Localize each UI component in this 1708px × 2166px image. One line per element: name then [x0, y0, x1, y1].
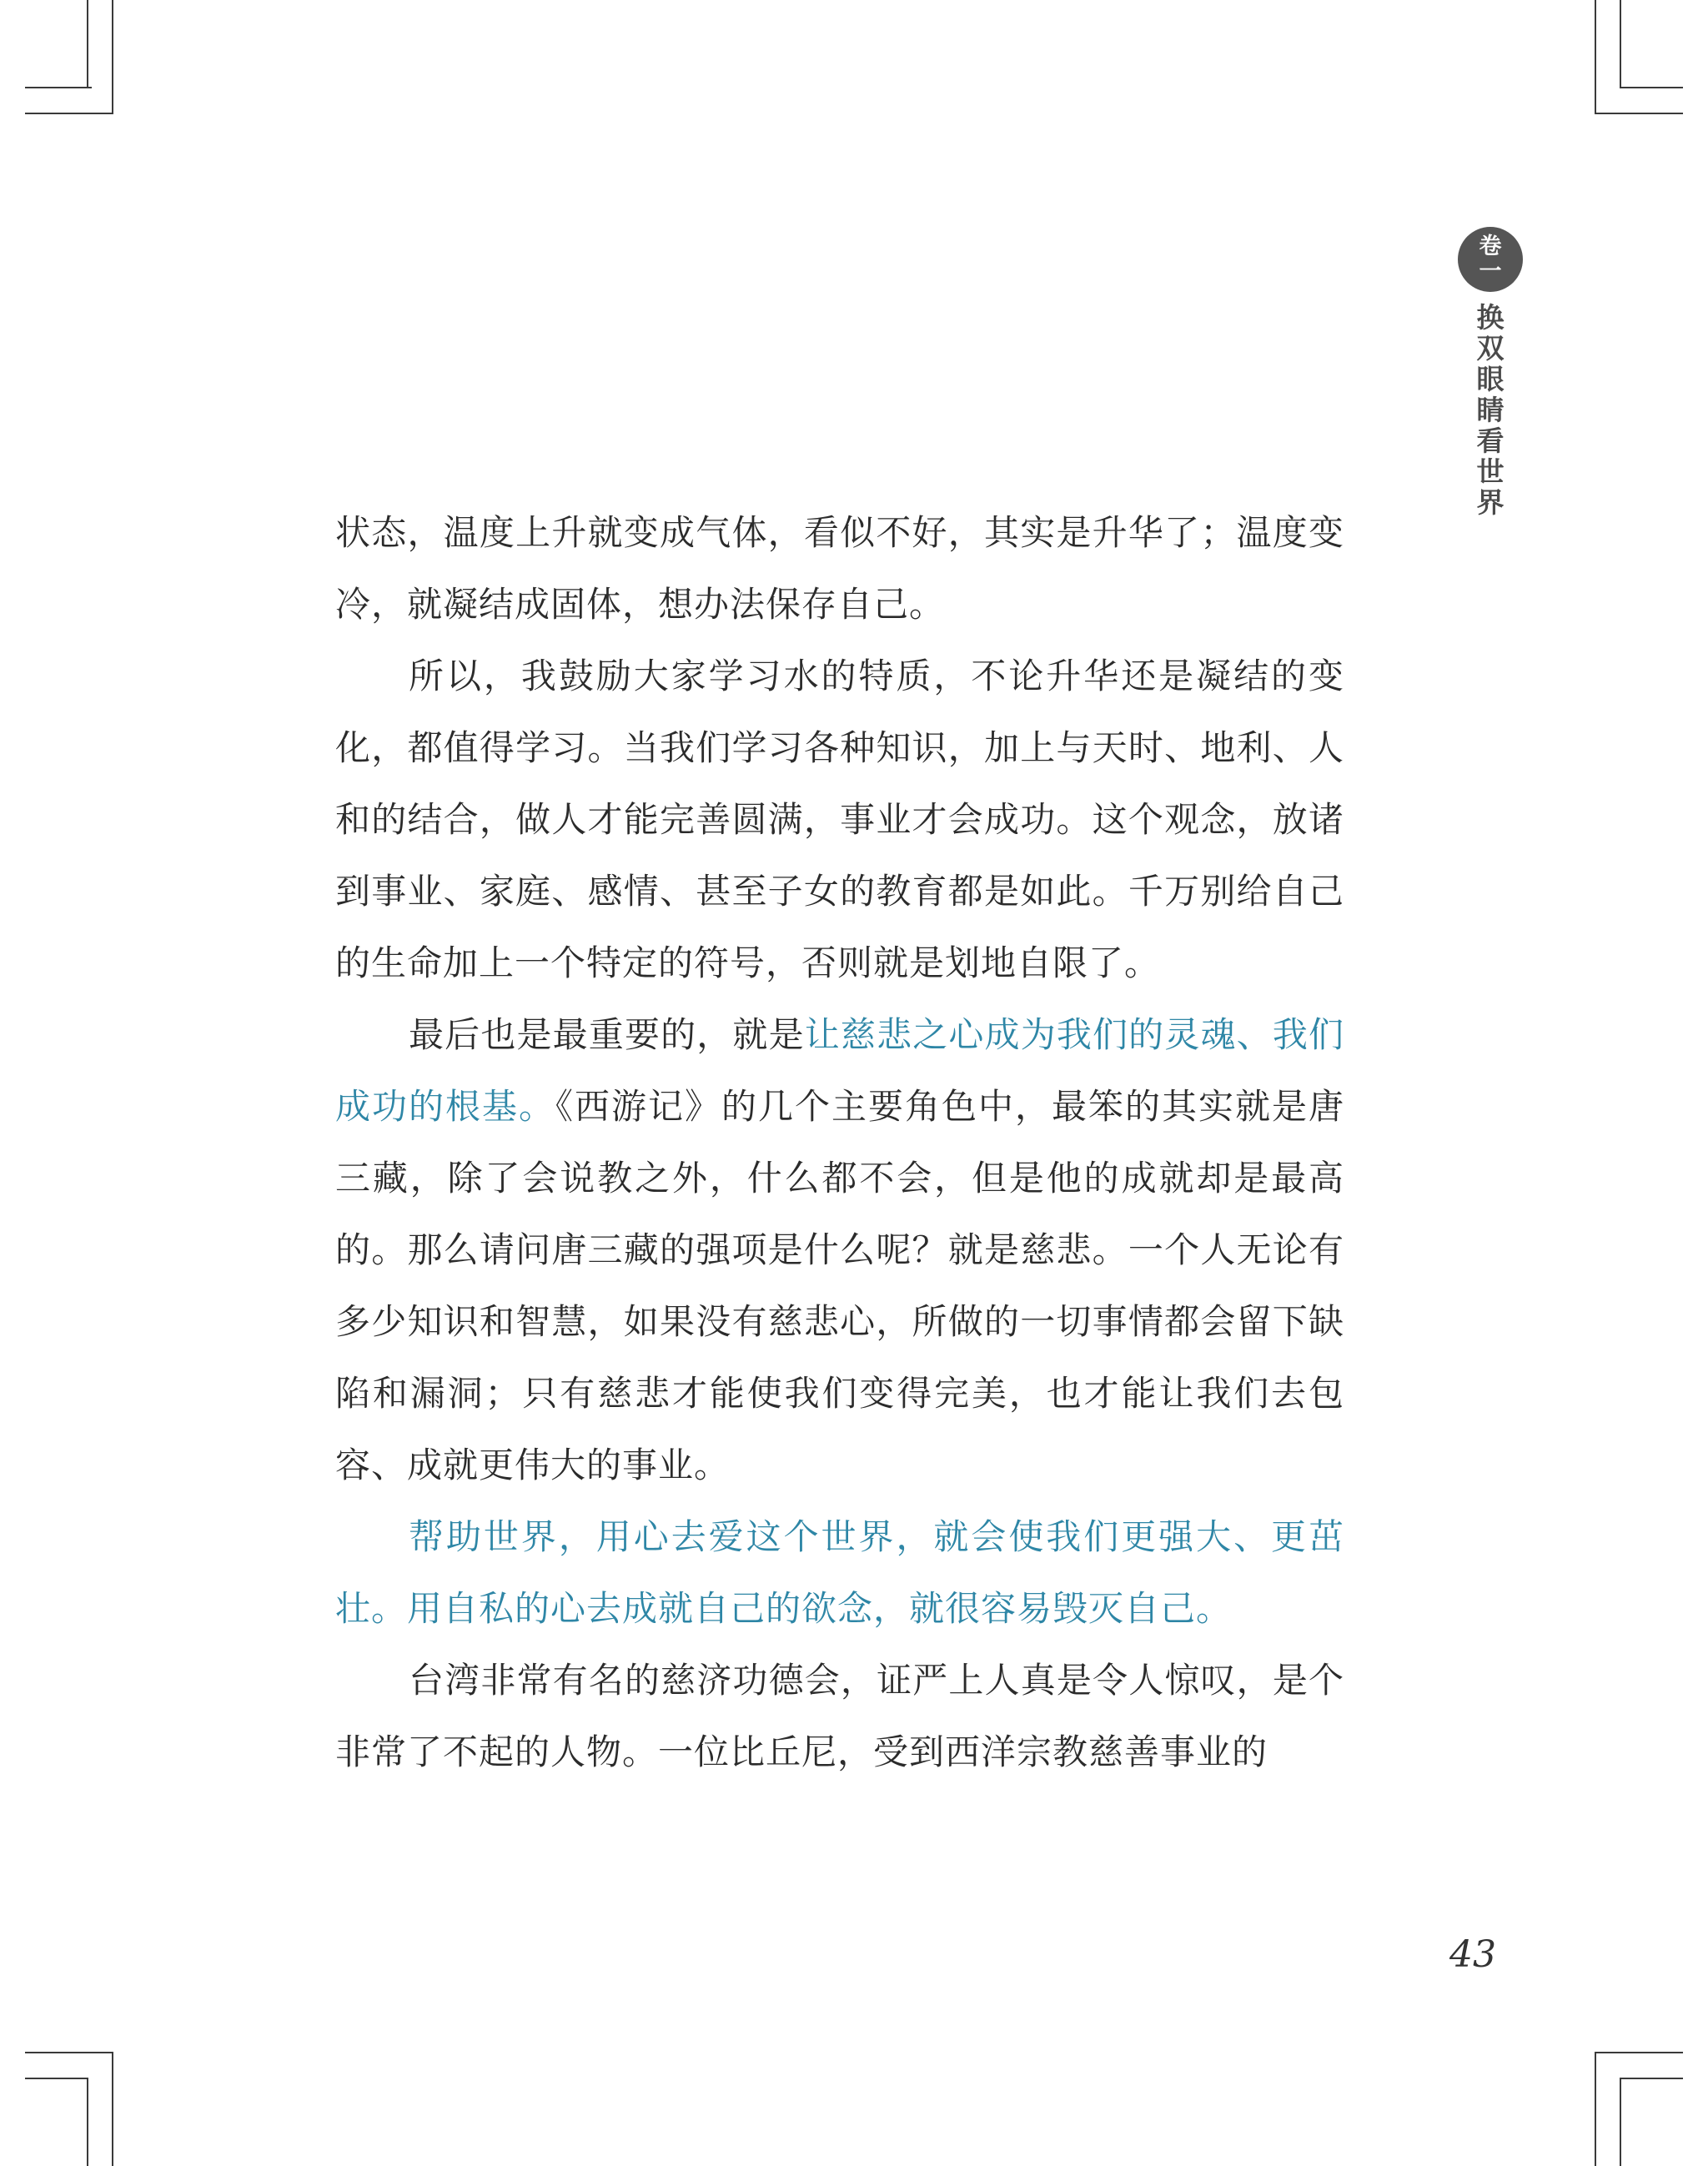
chapter-title-char: 界	[1476, 486, 1505, 519]
text-segment: 台湾非常有名的慈济功德会，证严上人真是令人惊叹，是个非常了不起的人物。一位比丘尼，受到西洋宗教慈善事业的	[335, 1660, 1344, 1772]
crop-mark	[87, 0, 88, 88]
text-segment: 状态，温度上升就变成气体，看似不好，其实是升华了；温度变冷，就凝结成固体，想办法保存自己。	[335, 512, 1344, 625]
chapter-title-char: 眼	[1476, 363, 1505, 395]
crop-mark	[1620, 2078, 1683, 2079]
crop-mark	[25, 2052, 113, 2053]
crop-mark	[1595, 2052, 1596, 2166]
crop-mark	[25, 113, 113, 114]
chapter-title	[1477, 302, 1505, 518]
crop-mark	[1595, 2052, 1683, 2053]
crop-mark	[1620, 2078, 1621, 2166]
chapter-title-char: 世	[1476, 455, 1505, 488]
crop-mark	[112, 0, 113, 114]
crop-mark	[87, 2078, 88, 2166]
volume-char: 一	[1479, 259, 1502, 284]
text-segment: 最后也是最重要的，就是	[409, 1014, 805, 1055]
text-segment: 《西游记》的几个主要角色中，最笨的其实就是唐三藏，除了会说教之外，什么都不会，但是他的成就却是最高的。那么请问唐三藏的强项是什么呢？就是慈悲。一个人无论有多少知识和智慧，如果没有慈悲心，所做的一切事情都会留下缺陷和漏洞；只有慈悲才能使我们变得完美，也才能让我们去包容、成就更伟大的事业。	[335, 1086, 1344, 1485]
crop-mark	[25, 87, 92, 88]
highlighted-paragraph	[335, 1501, 1344, 1645]
paragraph	[335, 497, 1344, 641]
crop-mark	[112, 2052, 113, 2166]
chapter-title-char: 看	[1476, 425, 1505, 457]
highlighted-text: 帮助世界，用心去爱这个世界，就会使我们更强大、更茁壮。用自私的心去成就自己的欲念，就很容易毁灭自己。	[335, 1516, 1344, 1629]
chapter-title-char: 换	[1476, 301, 1505, 334]
highlighted-text: 让慈悲之心成为我们的灵魂、我们成功的根基。	[335, 1014, 1344, 1127]
crop-mark	[1595, 0, 1596, 114]
paragraph	[335, 1645, 1344, 1788]
chapter-title-char: 睛	[1476, 394, 1505, 426]
crop-mark	[25, 2078, 88, 2079]
crop-mark	[1595, 113, 1683, 114]
body-text	[335, 497, 1344, 1788]
paragraph	[335, 641, 1344, 999]
text-segment: 所以，我鼓励大家学习水的特质，不论升华还是凝结的变化，都值得学习。当我们学习各种知识，加上与天时、地利、人和的结合，做人才能完善圆满，事业才会成功。这个观念，放诸到事业、家庭、感情、甚至子女的教育都是如此。千万别给自己的生命加上一个特定的符号，否则就是划地自限了。	[335, 656, 1344, 983]
crop-mark	[1620, 0, 1621, 88]
page-number: 43	[1449, 1933, 1496, 1976]
volume-char: 卷	[1479, 234, 1502, 259]
paragraph	[335, 999, 1344, 1501]
chapter-tab	[1458, 227, 1523, 518]
chapter-title-char: 双	[1476, 332, 1505, 364]
crop-mark	[1620, 87, 1683, 88]
volume-badge	[1458, 227, 1523, 292]
